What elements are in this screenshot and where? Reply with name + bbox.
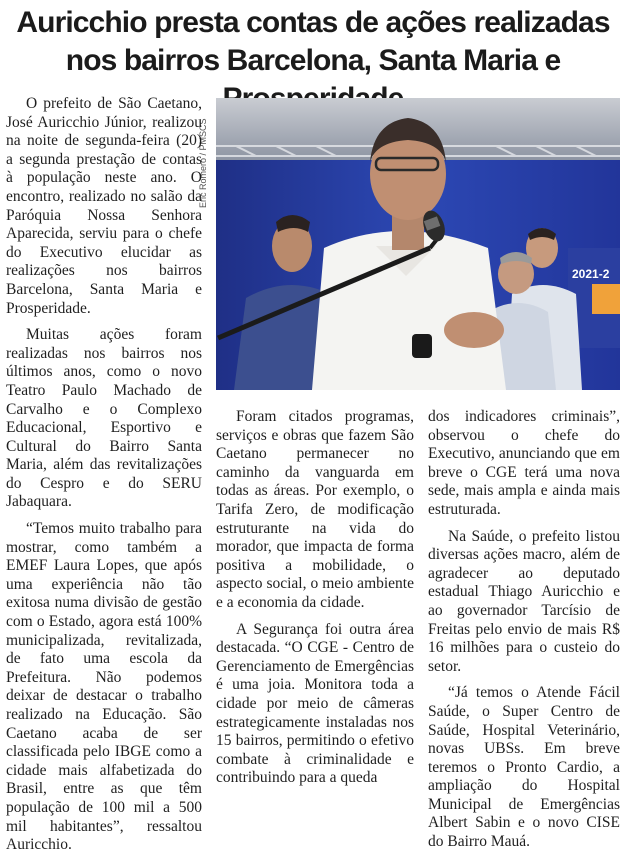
photo-illustration <box>216 98 620 390</box>
photo-credit: Eric Romero / PMSCS <box>198 118 208 208</box>
article-headline: Auricchio presta contas de ações realizadas nos bairros Barcelona, Santa Maria e <box>16 6 610 77</box>
paragraph-continuation: dos indicadores criminais”, observou o chefe do Executivo, anunciando que em breve o CGE terá uma nova sede, mais ampla e ainda mais estruturada. <box>428 408 620 518</box>
paragraph: Foram citados programas, serviços e obras que fazem São Caetano permanecer no caminho da vanguarda em todas as áreas. Por exemplo, o Tarifa Zero, de modificação estruturante na vida do morador, que impacta de forma positiva a mobilidade, o aspecto social, o meio ambiente e a economia da cidade. <box>216 408 414 611</box>
banner-text: 2021-2 <box>572 267 610 281</box>
paragraph: O prefeito de São Caetano, José Auricchio Júnior, realizou na noite de segunda-feira (20) a segunda prestação de contas à população neste ano. O encontro, realizado no salão da Paróquia Nossa Senhora Aparecida, serviu para o chefe do Executivo elucidar as realizações nos bairros Barcelona, Santa Maria e Prosperidade. <box>6 95 202 317</box>
article-column-left <box>6 95 202 855</box>
paragraph: A Segurança foi outra área destacada. “O CGE - Centro de Gerenciamento de Emergências é uma joia. Monitora toda a cidade por meio de câmeras estrategicamente instaladas nos 15 bairros, permitindo o efetivo combate à criminalidade e contribuindo para a queda <box>216 620 414 787</box>
paragraph: “Temos muito trabalho para mostrar, como também a EMEF Laura Lopes, que após uma experiência não tão exitosa numa divisão de gestão com o Estado, agora está 100% municipalizada, revitalizada, de fato uma escola da Prefeitura. Não podemos deixar de destacar o trabalho realizado na Educação. São Caetano acaba de ser classificada pelo IBGE como a cidade mais alfabetizada do Brasil, entre as que têm população de 100 mil a 500 mil habitantes”, ressaltou Auricchio. <box>6 520 202 854</box>
article-column-middle <box>216 408 414 788</box>
paragraph: Na Saúde, o prefeito listou diversas ações macro, além de agradecer ao deputado estadual Thiago Auricchio e ao governador Tarcísio de Freitas pelo envio de mais R$ 16 milhões para o custeio do setor. <box>428 527 620 675</box>
article-photo <box>216 98 620 390</box>
paragraph: Muitas ações foram realizadas nos bairros nos últimos anos, como o novo Teatro Paulo Machado de Carvalho e o Complexo Educacional, Esportivo e Cultural do Bairro Santa Maria, além das revitalizações do Cespro e do SERU Jabaquara. <box>6 326 202 511</box>
paragraph: “Já temos o Atende Fácil Saúde, o Super Centro de Saúde, Hospital Veterinário, novas UBSs. Em breve teremos o Pronto Cardio, a ampliação do Hospital Municipal de Emergências Albert Sabin e o novo CISE do Bairro Mauá. <box>428 684 620 851</box>
article-column-right <box>428 408 620 852</box>
